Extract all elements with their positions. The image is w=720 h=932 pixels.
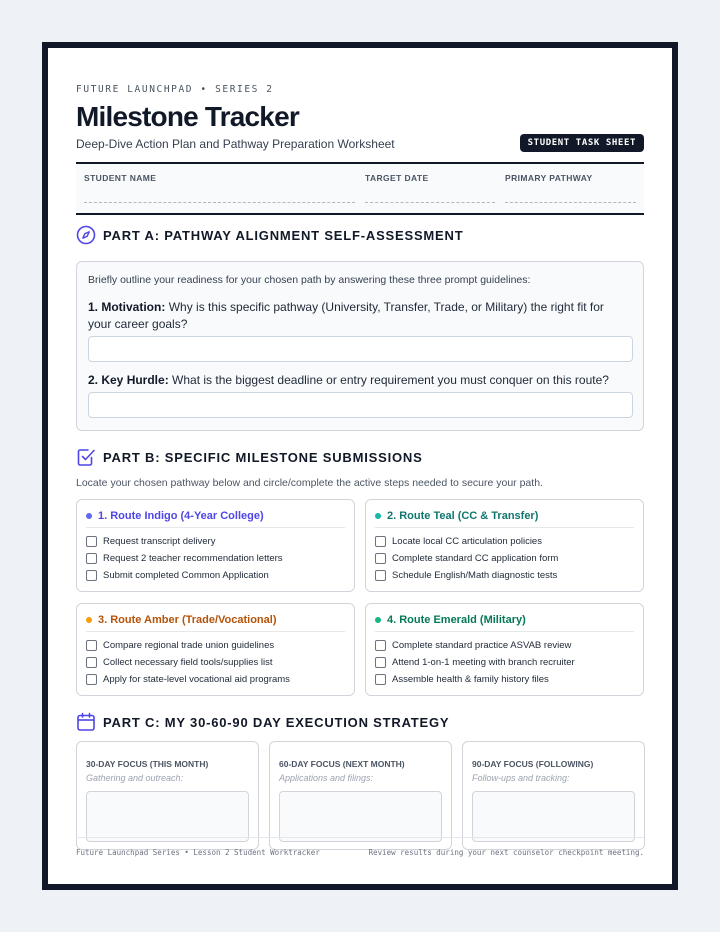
task-checkbox[interactable] (86, 674, 97, 685)
footer-series-note: Future Launchpad Series • Lesson 2 Student Worktracker (76, 848, 320, 857)
route-emerald-task[interactable] (375, 655, 575, 669)
series-label: FUTURE LAUNCHPAD • SERIES 2 (76, 84, 274, 95)
task-checkbox[interactable] (86, 657, 97, 668)
page-subtitle: Deep-Dive Action Plan and Pathway Preparation Worksheet (76, 137, 395, 151)
route-teal-card (365, 499, 644, 592)
part-b-description: Locate your chosen pathway below and circle/complete the active steps needed to secure your path. (76, 477, 543, 489)
route-teal-task[interactable] (375, 534, 542, 548)
task-label: Complete standard CC application form (392, 552, 559, 564)
part-a-panel (76, 261, 644, 431)
task-checkbox[interactable] (86, 640, 97, 651)
route-indigo-header (86, 509, 345, 528)
route-indigo-task[interactable] (86, 534, 215, 548)
part-b-header (76, 445, 644, 469)
route-emerald-dot (375, 617, 381, 623)
prompt-key-hurdle-label: 2. Key Hurdle: (88, 373, 169, 387)
focus-60-day-hint: Applications and filings: (279, 773, 374, 783)
focus-90-day-label: 90-DAY FOCUS (FOLLOWING) (472, 759, 594, 769)
route-amber-header (86, 613, 345, 632)
target-date-line[interactable] (365, 202, 495, 203)
route-emerald-task[interactable] (375, 672, 549, 686)
task-checkbox[interactable] (86, 553, 97, 564)
focus-90-day-input[interactable] (472, 791, 635, 842)
route-grid (76, 499, 644, 696)
calendar-icon (76, 712, 96, 732)
worksheet-page (42, 42, 678, 890)
student-name-field[interactable] (84, 164, 355, 213)
prompt-motivation-label: 1. Motivation: (88, 300, 166, 314)
focus-30-day-input[interactable] (86, 791, 249, 842)
route-amber-task[interactable] (86, 672, 290, 686)
route-amber-name: 3. Route Amber (Trade/Vocational) (98, 613, 277, 626)
task-label: Assemble health & family history files (392, 673, 549, 685)
focus-90-day-card (462, 741, 645, 850)
task-checkbox[interactable] (375, 570, 386, 581)
focus-30-day-card (76, 741, 259, 850)
focus-30-day-hint: Gathering and outreach: (86, 773, 184, 783)
checkbox-icon (76, 447, 96, 467)
primary-pathway-line[interactable] (505, 202, 636, 203)
student-name-label: STUDENT NAME (84, 173, 157, 183)
route-teal-task[interactable] (375, 551, 558, 565)
route-emerald-task[interactable] (375, 638, 571, 652)
focus-grid (76, 741, 644, 850)
primary-pathway-label: PRIMARY PATHWAY (505, 173, 593, 183)
focus-60-day-label: 60-DAY FOCUS (NEXT MONTH) (279, 759, 405, 769)
route-emerald-card (365, 603, 644, 696)
focus-60-day-card (269, 741, 452, 850)
task-label: Locate local CC articulation policies (392, 535, 542, 547)
route-teal-header (375, 509, 634, 528)
part-b-title: PART B: SPECIFIC MILESTONE SUBMISSIONS (103, 449, 423, 465)
route-indigo-task[interactable] (86, 568, 269, 582)
route-teal-task[interactable] (375, 568, 557, 582)
task-label: Compare regional trade union guidelines (103, 639, 275, 651)
route-emerald-header (375, 613, 634, 632)
part-a-intro: Briefly outline your readiness for your chosen path by answering these three prompt guidelines: (88, 274, 531, 286)
motivation-answer-field[interactable] (88, 336, 633, 362)
student-task-badge: STUDENT TASK SHEET (520, 134, 644, 152)
key-hurdle-answer-field[interactable] (88, 392, 633, 418)
route-teal-dot (375, 513, 381, 519)
route-amber-card (76, 603, 355, 696)
target-date-label: TARGET DATE (365, 173, 429, 183)
task-label: Schedule English/Math diagnostic tests (392, 569, 558, 581)
prompt-key-hurdle (88, 372, 628, 389)
task-label: Complete standard practice ASVAB review (392, 639, 572, 651)
task-label: Apply for state-level vocational aid programs (103, 673, 290, 685)
route-indigo-name: 1. Route Indigo (4-Year College) (98, 509, 264, 522)
route-amber-task[interactable] (86, 638, 274, 652)
focus-30-day-label: 30-DAY FOCUS (THIS MONTH) (86, 759, 209, 769)
task-label: Collect necessary field tools/supplies list (103, 656, 273, 668)
compass-icon (76, 225, 96, 245)
worksheet-content (76, 84, 644, 850)
task-checkbox[interactable] (375, 657, 386, 668)
task-checkbox[interactable] (86, 570, 97, 581)
route-amber-task[interactable] (86, 655, 273, 669)
part-c-header (76, 710, 644, 734)
prompt-motivation-text: Why is this specific pathway (University, Transfer, Trade, or Military) the right fit for your career goals? (88, 300, 604, 331)
focus-90-day-hint: Follow-ups and tracking: (472, 773, 570, 783)
subtitle-row (76, 134, 644, 154)
part-a-header (76, 223, 644, 247)
task-checkbox[interactable] (375, 674, 386, 685)
task-checkbox[interactable] (375, 640, 386, 651)
student-name-line[interactable] (84, 202, 355, 203)
target-date-field[interactable] (365, 164, 495, 213)
footer-review-note: Review results during your next counselor checkpoint meeting. (368, 848, 644, 857)
focus-60-day-input[interactable] (279, 791, 442, 842)
route-indigo-dot (86, 513, 92, 519)
task-checkbox[interactable] (375, 536, 386, 547)
task-label: Request 2 teacher recommendation letters (103, 552, 283, 564)
task-checkbox[interactable] (375, 553, 386, 564)
part-a-title: PART A: PATHWAY ALIGNMENT SELF-ASSESSMENT (103, 227, 464, 243)
route-indigo-card (76, 499, 355, 592)
task-label: Request transcript delivery (103, 535, 216, 547)
page-title: Milestone Tracker (76, 101, 299, 132)
part-c-title: PART C: MY 30-60-90 DAY EXECUTION STRATEGY (103, 714, 450, 730)
route-emerald-name: 4. Route Emerald (Military) (387, 613, 526, 626)
route-indigo-task[interactable] (86, 551, 283, 565)
student-info-strip (76, 162, 644, 215)
prompt-motivation (88, 299, 628, 332)
page-footer (76, 837, 644, 862)
prompt-key-hurdle-text: What is the biggest deadline or entry requirement you must conquer on this route? (172, 373, 609, 387)
task-label: Attend 1-on-1 meeting with branch recruiter (392, 656, 575, 668)
task-checkbox[interactable] (86, 536, 97, 547)
route-amber-dot (86, 617, 92, 623)
task-label: Submit completed Common Application (103, 569, 269, 581)
route-teal-name: 2. Route Teal (CC & Transfer) (387, 509, 539, 522)
primary-pathway-field[interactable] (505, 164, 636, 213)
